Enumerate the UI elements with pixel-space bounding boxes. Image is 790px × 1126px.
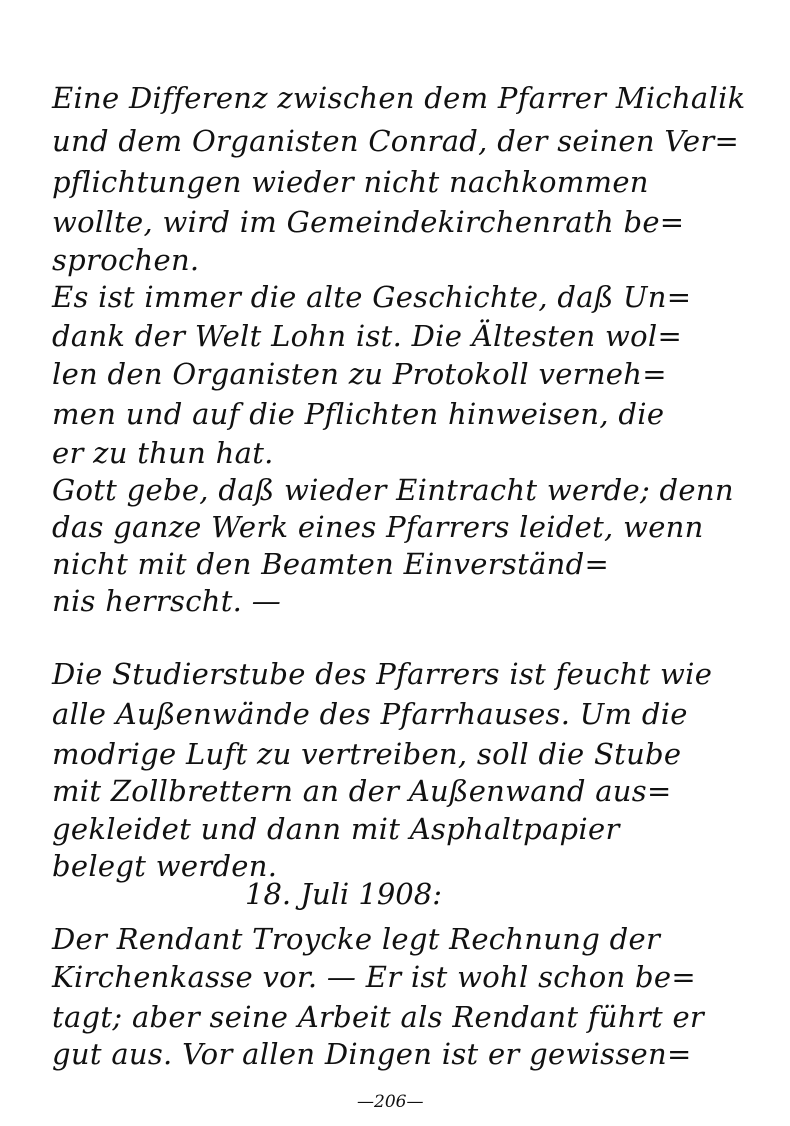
text-line: er zu thun hat. — [52, 436, 274, 470]
text-line: nis herrscht. — — [52, 584, 282, 618]
text-line: Der Rendant Troycke legt Rechnung der — [52, 922, 661, 956]
text-line: tagt; aber seine Arbeit als Rendant führt er — [52, 1000, 705, 1034]
text-line: das ganze Werk eines Pfarrers leidet, wenn — [52, 510, 704, 544]
text-line: nicht mit den Beamten Einverständ= — [52, 547, 610, 581]
text-line: Es ist immer die alte Geschichte, daß Un= — [52, 280, 692, 314]
text-line: dank der Welt Lohn ist. Die Ältesten wol= — [52, 319, 683, 353]
text-line: und dem Organisten Conrad, der seinen Ver= — [52, 124, 740, 158]
text-line: wollte, wird im Gemeindekirchenrath be= — [52, 205, 685, 239]
text-line: Die Studierstube des Pfarrers ist feucht wie — [52, 657, 713, 691]
text-line: alle Außenwände des Pfarrhauses. Um die — [52, 697, 688, 731]
text-line: pflichtungen wieder nicht nachkommen — [52, 165, 649, 199]
text-line: belegt werden. — [52, 849, 278, 883]
text-line: len den Organisten zu Protokoll verneh= — [52, 357, 667, 391]
text-line: gut aus. Vor allen Dingen ist er gewissen= — [52, 1037, 692, 1071]
text-line: gekleidet und dann mit Asphaltpapier — [52, 812, 620, 846]
text-line: modrige Luft zu vertreiben, soll die Stube — [52, 737, 682, 771]
text-line: Eine Differenz zwischen dem Pfarrer Michalik — [52, 81, 746, 115]
page-number: —206— — [357, 1092, 424, 1112]
text-line: Kirchenkasse vor. — Er ist wohl schon be= — [52, 960, 696, 994]
text-line: mit Zollbrettern an der Außenwand aus= — [52, 774, 672, 808]
text-line: sprochen. — [52, 243, 200, 277]
date-heading: 18. Juli 1908: — [245, 877, 442, 911]
text-line: men und auf die Pflichten hinweisen, die — [52, 397, 665, 431]
text-line: Gott gebe, daß wieder Eintracht werde; denn — [52, 473, 734, 507]
